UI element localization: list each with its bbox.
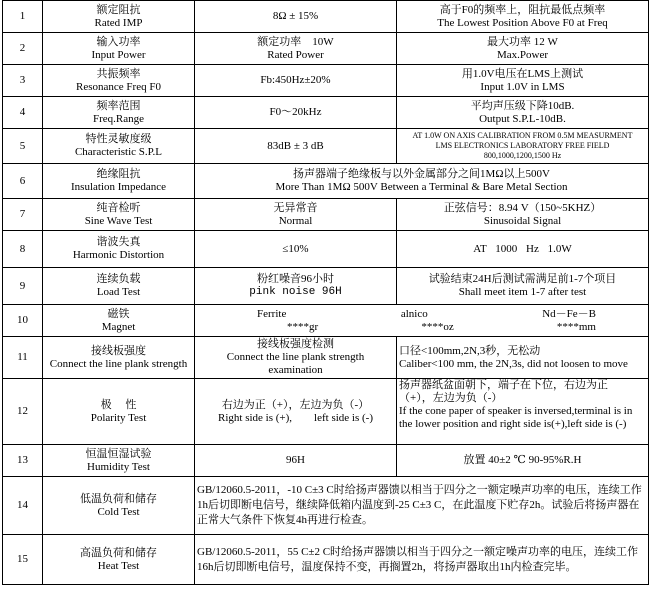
spec-cell: F0～20kHz bbox=[195, 97, 397, 129]
row-number: 4 bbox=[3, 97, 43, 129]
table-row bbox=[3, 268, 649, 305]
magnet-weight-oz: ****oz bbox=[421, 320, 454, 333]
note-cell: 扬声器纸盆面朝下，端子在下位，右边为正 （+），左边为负（-） If the cone paper of speaker is inversed,terminal is in the lower position and right side is(+),left side is (-) bbox=[397, 379, 649, 445]
row-number: 14 bbox=[3, 477, 43, 535]
magnet-types bbox=[197, 308, 646, 321]
item-cell: 谐波失真 Harmonic Distortion bbox=[43, 231, 195, 268]
note-cell: 试验结束24H后测试需满足前1-7个项目 Shall meet item 1-7 after test bbox=[397, 268, 649, 305]
table-row bbox=[3, 379, 649, 445]
table-row bbox=[3, 164, 649, 199]
table-row bbox=[3, 199, 649, 231]
table-row bbox=[3, 337, 649, 379]
spec-cell: 右边为正（+），左边为负（-） Right side is (+), left side is (-) bbox=[195, 379, 397, 445]
magnet-cell bbox=[195, 305, 649, 337]
table-row bbox=[3, 535, 649, 585]
spec-cell: ≤10% bbox=[195, 231, 397, 268]
row-number: 1 bbox=[3, 1, 43, 33]
item-cell: 磁铁 Magnet bbox=[43, 305, 195, 337]
item-cell: 接线板强度 Connect the line plank strength bbox=[43, 337, 195, 379]
note-cell: 高于F0的频率上，阻抗最低点频率 The Lowest Position Above F0 at Freq bbox=[397, 1, 649, 33]
magnet-weight-mm: ****mm bbox=[556, 320, 596, 333]
magnet-weights bbox=[197, 321, 646, 334]
row-number: 8 bbox=[3, 231, 43, 268]
spec-table bbox=[2, 0, 649, 585]
spec-cell: 无异常音 Normal bbox=[195, 199, 397, 231]
note-cell: 放置 40±2 ℃ 90-95%R.H bbox=[397, 445, 649, 477]
spec-cell: 接线板强度检测 Connect the line plank strength examination bbox=[195, 337, 397, 379]
item-cell: 高温负荷和储存 Heat Test bbox=[43, 535, 195, 585]
item-cell: 绝缘阻抗 Insulation Impedance bbox=[43, 164, 195, 199]
table-row bbox=[3, 65, 649, 97]
table-row bbox=[3, 33, 649, 65]
note-cell: 用1.0V电压在LMS上测试 Input 1.0V in LMS bbox=[397, 65, 649, 97]
spec-cell: 额定功率 10W Rated Power bbox=[195, 33, 397, 65]
merged-cell: GB/12060.5-2011，-10 C±3 C时给扬声器馈以相当于四分之一额定噪声功率的电压，连续工作1h后切即断电信号，继续降低箱内温度到-25 C±3 C，在此温度下贮存2h。试验后将扬声器在正常大气条件下恢复4h再进行检查。 bbox=[195, 477, 649, 535]
row-number: 3 bbox=[3, 65, 43, 97]
note-cell: 口径<100mm,2N,3秒，无松动 Caliber<100 mm, the 2N,3s, did not loosen to move bbox=[397, 337, 649, 379]
table-row bbox=[3, 129, 649, 164]
magnet-ferrite: Ferrite bbox=[257, 307, 287, 320]
item-cell: 频率范围 Freq.Range bbox=[43, 97, 195, 129]
spec-cell: Fb:450Hz±20% bbox=[195, 65, 397, 97]
note-cell: AT 1000 Hz 1.0W bbox=[397, 231, 649, 268]
row-number: 5 bbox=[3, 129, 43, 164]
merged-cell: GB/12060.5-2011，55 C±2 C时给扬声器馈以相当于四分之一额定噪声功率的电压，连续工作16h后切即断电信号，温度保持不变，再搁置2h，将扬声器取出1h内检查完毕。 bbox=[195, 535, 649, 585]
table-row bbox=[3, 305, 649, 337]
table-row bbox=[3, 231, 649, 268]
table-row bbox=[3, 445, 649, 477]
note-cell: 平均声压级下降10dB. Output S.P.L-10dB. bbox=[397, 97, 649, 129]
row-number: 9 bbox=[3, 268, 43, 305]
note-cell: AT 1.0W ON AXIS CALIBRATION FROM 0.5M MEASURMENT LMS ELECTRONICS LABORATORY FREE FIELD 800,1000,1200,1500 Hz bbox=[397, 129, 649, 164]
note-cell: 最大功率 12 W Max.Power bbox=[397, 33, 649, 65]
magnet-weight-gr: ****gr bbox=[287, 320, 319, 333]
item-cell: 极 性 Polarity Test bbox=[43, 379, 195, 445]
spec-cell: 8Ω ± 15% bbox=[195, 1, 397, 33]
row-number: 7 bbox=[3, 199, 43, 231]
row-number: 15 bbox=[3, 535, 43, 585]
table-row bbox=[3, 1, 649, 33]
magnet-ndfeb: Nd－Fe－B bbox=[542, 307, 596, 320]
spec-cell: 粉红噪音96小时 pink noise 96H bbox=[195, 268, 397, 305]
row-number: 2 bbox=[3, 33, 43, 65]
spec-cell: 96H bbox=[195, 445, 397, 477]
table-row bbox=[3, 477, 649, 535]
spec-cell: 83dB ± 3 dB bbox=[195, 129, 397, 164]
table-row bbox=[3, 97, 649, 129]
row-number: 12 bbox=[3, 379, 43, 445]
item-cell: 低温负荷和储存 Cold Test bbox=[43, 477, 195, 535]
row-number: 10 bbox=[3, 305, 43, 337]
item-cell: 输入功率 Input Power bbox=[43, 33, 195, 65]
item-cell: 共振频率 Resonance Freq F0 bbox=[43, 65, 195, 97]
row-number: 6 bbox=[3, 164, 43, 199]
item-cell: 恒温恒湿试验 Humidity Test bbox=[43, 445, 195, 477]
magnet-alnico: alnico bbox=[400, 307, 428, 320]
row-number: 13 bbox=[3, 445, 43, 477]
item-cell: 特性灵敏度级 Characteristic S.P.L bbox=[43, 129, 195, 164]
item-cell: 纯音检听 Sine Wave Test bbox=[43, 199, 195, 231]
note-cell: 正弦信号：8.94 V（150~5KHZ） Sinusoidal Signal bbox=[397, 199, 649, 231]
item-cell: 连续负载 Load Test bbox=[43, 268, 195, 305]
item-cell: 额定阻抗 Rated IMP bbox=[43, 1, 195, 33]
row-number: 11 bbox=[3, 337, 43, 379]
merged-cell: 扬声器端子绝缘板与以外金属部分之间1MΩ以上500V More Than 1MΩ 500V Between a Terminal & Bare Metal Section bbox=[195, 164, 649, 199]
